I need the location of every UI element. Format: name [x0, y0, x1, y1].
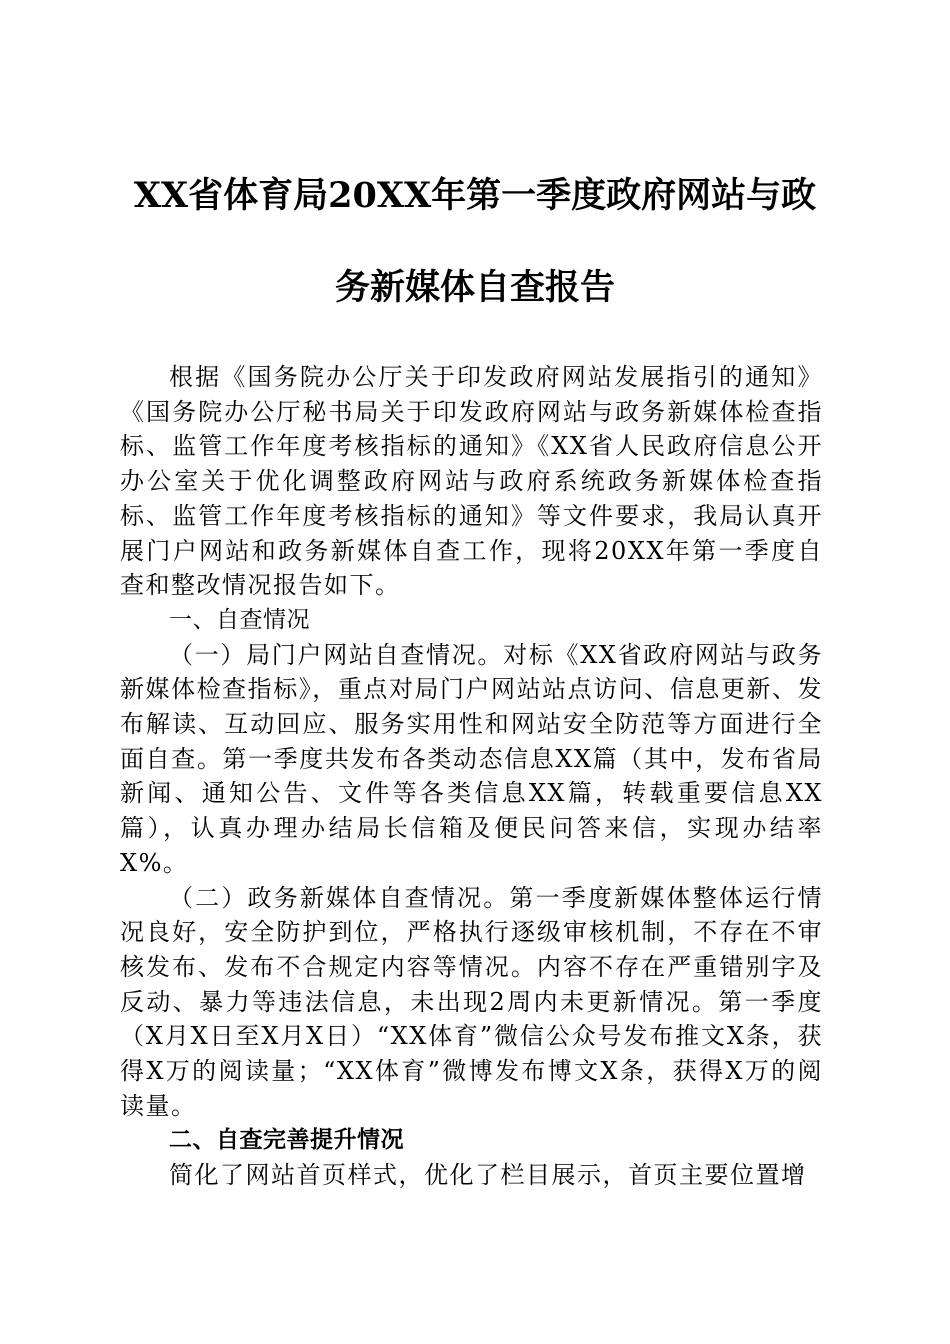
document-title-line-2: 务新媒体自查报告: [334, 267, 615, 308]
section-2-1-paragraph: 简化了网站首页样式，优化了栏目展示，首页主要位置增: [169, 1161, 807, 1190]
intro-paragraph: 根据《国务院办公厅关于印发政府网站发展指引的通知》《国务院办公厅秘书局关于印发政府网站与政务新媒体检查指标、监管工作年度考核指标的通知》《XX省人民政府信息公开办公室关于优化调整政府网站与政府系统政务新媒体检查指标、监管工作年度考核指标的通知》等文件要求，我局认真开展门户网站和政务新媒体自查工作，现将20XX年第一季度自查和整改情况报告如下。: [120, 363, 823, 600]
section-1-1-paragraph: （一）局门户网站自查情况。对标《XX省政府网站与政务新媒体检查指标》，重点对局门户网站站点访问、信息更新、发布解读、互动回应、服务实用性和网站安全防范等方面进行全面自查。第一季度共发布各类动态信息XX篇（其中，发布省局新闻、通知公告、文件等各类信息XX篇，转载重要信息XX篇），认真办理办结局长信箱及便民问答来信，实现办结率X%。: [120, 640, 823, 877]
document-body: [120, 360, 823, 1193]
section-1-2-paragraph: （二）政务新媒体自查情况。第一季度新媒体整体运行情况良好，安全防护到位，严格执行逐级审核机制，不存在不审核发布、发布不合规定内容等情况。内容不存在严重错别字及反动、暴力等违法信息，未出现2周内未更新情况。第一季度（X月X日至X月X日）“XX体育”微信公众号发布推文X条，获得X万的阅读量；“XX体育”微博发布博文X条，获得X万的阅读量。: [120, 883, 823, 1120]
section-heading-2: 二、自查完善提升情况: [169, 1127, 404, 1154]
section-heading-1: 一、自查情况: [169, 606, 310, 633]
document-title-line-1: XX省体育局20XX年第一季度政府网站与政: [133, 175, 817, 216]
